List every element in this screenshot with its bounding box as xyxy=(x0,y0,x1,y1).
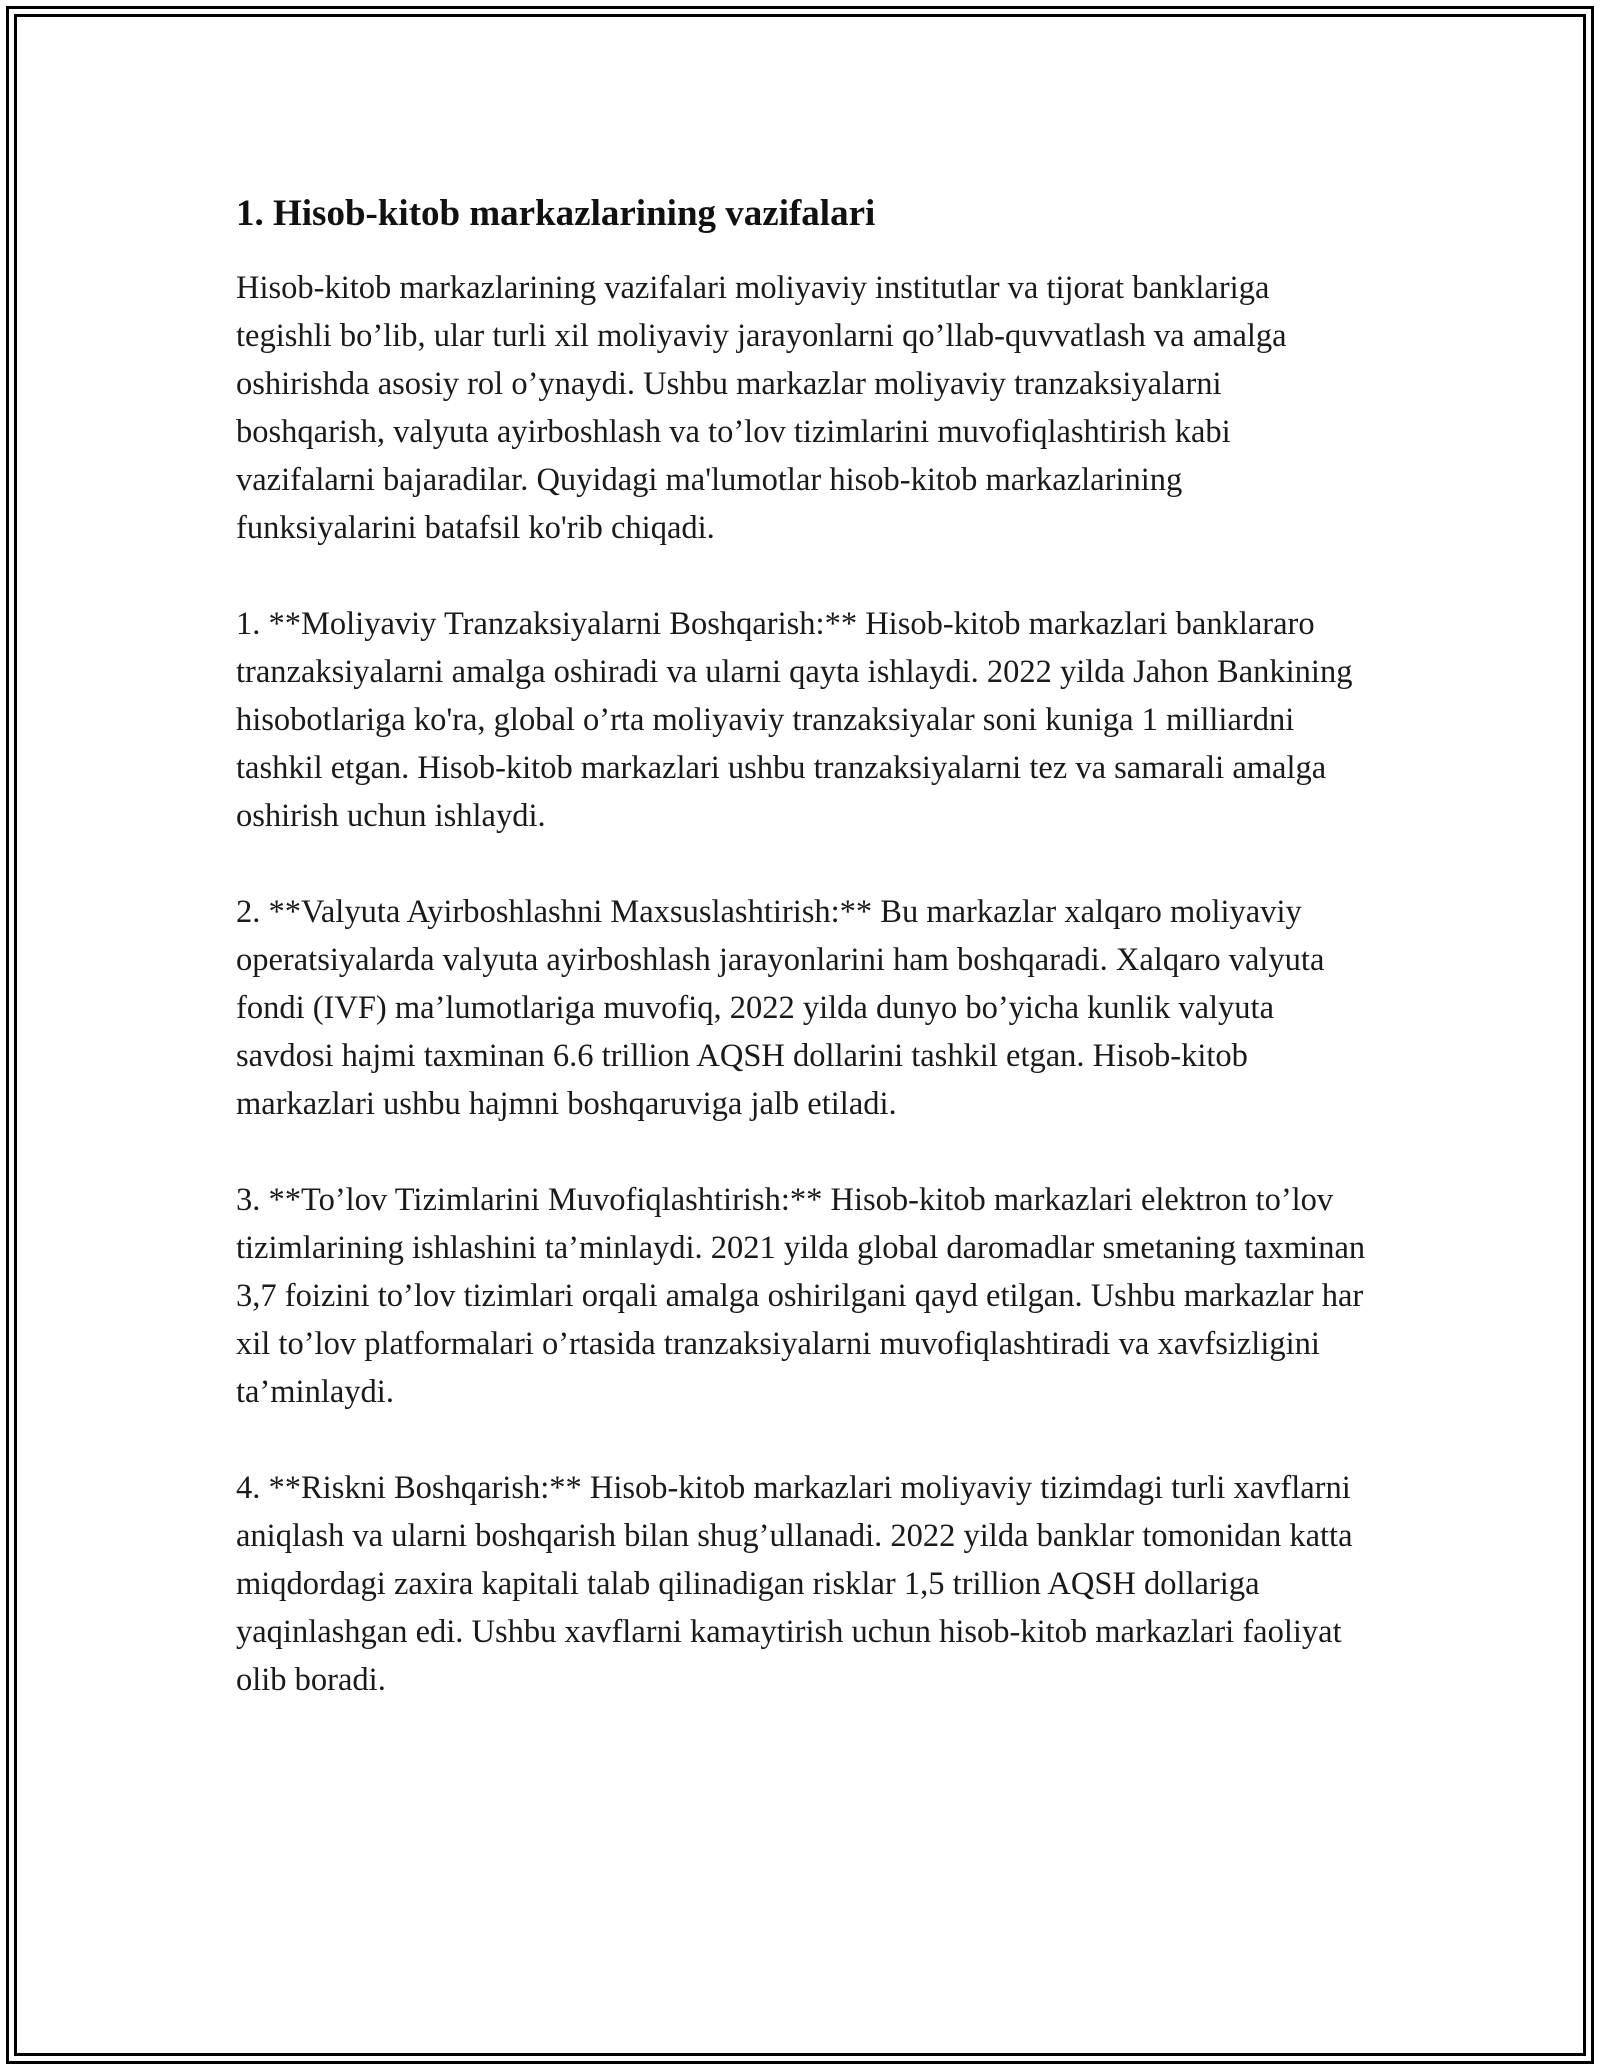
list-item-risk-management: 4. **Riskni Boshqarish:** Hisob-kitob markazlari moliyaviy tizimdagi turli xavflarni aniqlash va ularni boshqarish bilan shug’ullanadi. 2022 yilda banklar tomonidan katta miqdordagi zaxira kapitali talab qilinadigan risklar 1,5 trillion AQSH dollariga yaqinlashgan edi. Ushbu xavflarni kamaytirish uchun hisob-kitob markazlari faoliyat olib boradi. xyxy=(236,1470,1353,1698)
list-item-currency-exchange: 2. **Valyuta Ayirboshlashni Maxsuslashtirish:** Bu markazlar xalqaro moliyaviy operatsiyalarda valyuta ayirboshlash jarayonlarini ham boshqaradi. Xalqaro valyuta fondi (IVF) ma’lumotlariga muvofiq, 2022 yilda dunyo bo’yicha kunlik valyuta savdosi hajmi taxminan 6.6 trillion AQSH dollarini tashkil etgan. Hisob-kitob markazlari ushbu hajmni boshqaruviga jalb etiladi. xyxy=(236,894,1325,1122)
document-body xyxy=(236,184,1366,1752)
section-heading: 1. Hisob-kitob markazlarining vazifalari xyxy=(236,193,876,234)
list-item-payment-systems: 3. **To’lov Tizimlarini Muvofiqlashtirish:** Hisob-kitob markazlari elektron to’lov tizimlarining ishlashini ta’minlaydi. 2021 yilda global daromadlar smetaning taxminan 3,7 foizini to’lov tizimlari orqali amalga oshirilgani qayd etilgan. Ushbu markazlar har xil to’lov platformalari o’rtasida tranzaksiyalarni muvofiqlashtiradi va xavfsizligini ta’minlaydi. xyxy=(236,1182,1366,1410)
list-item-transactions: 1. **Moliyaviy Tranzaksiyalarni Boshqarish:** Hisob-kitob markazlari banklararo tranzaksiyalarni amalga oshiradi va ularni qayta ishlaydi. 2022 yilda Jahon Bankining hisobotlariga ko'ra, global o’rta moliyaviy tranzaksiyalar soni kuniga 1 milliardni tashkil etgan. Hisob-kitob markazlari ushbu tranzaksiyalarni tez va samarali amalga oshirish uchun ishlaydi. xyxy=(236,606,1353,834)
intro-paragraph: Hisob-kitob markazlarining vazifalari moliyaviy institutlar va tijorat banklariga tegishli bo’lib, ular turli xil moliyaviy jarayonlarni qo’llab-quvvatlash va amalga oshirishda asosiy rol o’ynaydi. Ushbu markazlar moliyaviy tranzaksiyalarni boshqarish, valyuta ayirboshlash va to’lov tizimlarini muvofiqlashtirish kabi vazifalarni bajaradilar. Quyidagi ma'lumotlar hisob-kitob markazlarining funksiyalarini batafsil ko'rib chiqadi. xyxy=(236,270,1287,546)
